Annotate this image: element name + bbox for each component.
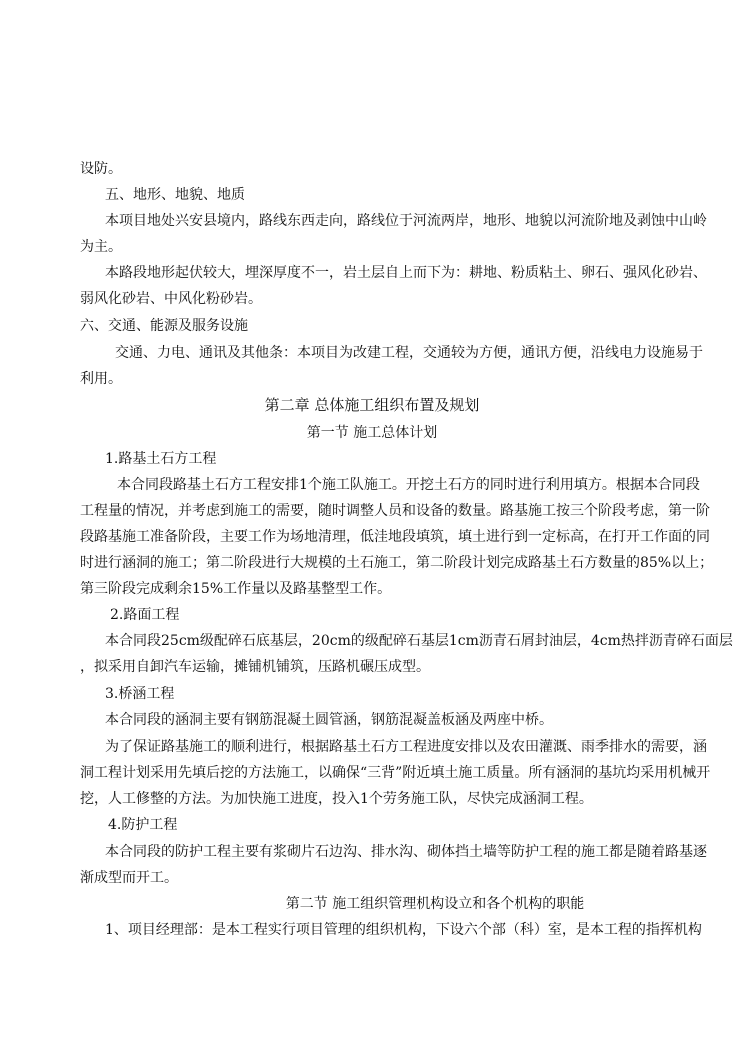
section-title: 第一节 施工总体计划 — [306, 425, 438, 441]
paragraph-line: 交通、力电、通讯及其他条：本项目为改建工程，交通较为方便，通讯方便，沿线电力设施易于 — [115, 345, 703, 361]
paragraph-line: 时进行涵洞的施工；第二阶段进行大规模的土石施工，第二阶段计划完成路基土石方数量的85%以上； — [80, 555, 714, 571]
paragraph-line: 本合同段的涵洞主要有钢筋混凝土圆管涵，钢筋混凝盖板涵及两座中桥。 — [105, 712, 553, 728]
paragraph-line: 段路基施工准备阶段，主要工作为场地清理，低洼地段填筑，填土进行到一定标高，在打开工作面的同 — [80, 529, 710, 545]
paragraph-line: ，拟采用自卸汽车运输，摊铺机铺筑，压路机碾压成型。 — [80, 659, 430, 675]
paragraph-line: 为主。 — [80, 239, 122, 255]
subsection-heading: 1.路基土石方工程 — [105, 451, 217, 467]
section-heading: 六、交通、能源及服务设施 — [80, 318, 248, 334]
paragraph-line: 本合同段的防护工程主要有浆砌片石边沟、排水沟、砌体挡土墙等防护工程的施工都是随着路基逐 — [105, 844, 707, 860]
section-title: 第二节 施工组织管理机构设立和各个机构的职能 — [285, 896, 585, 912]
paragraph-line: 本合同段路基土石方工程安排1个施工队施工。开挖土石方的同时进行利用填方。根据本合同段 — [117, 477, 700, 493]
paragraph-line: 洞工程计划采用先填后挖的方法施工，以确保“三背”附近填土施工质量。所有涵洞的基坑均采用机械开 — [80, 765, 711, 781]
paragraph-line: 弱风化砂岩、中风化粉砂岩。 — [80, 291, 262, 307]
chapter-title: 第二章 总体施工组织布置及规划 — [264, 396, 480, 414]
paragraph-line: 工程量的情况，并考虑到施工的需要，随时调整人员和设备的数量。路基施工按三个阶段考虑，第一阶 — [80, 503, 710, 519]
paragraph-line: 渐成型而开工。 — [80, 870, 178, 886]
subsection-heading: 3.桥涵工程 — [105, 686, 175, 702]
paragraph-line: 设防。 — [80, 161, 122, 177]
paragraph-line: 1、项目经理部：是本工程实行项目管理的组织机构，下设六个部（科）室，是本工程的指挥机构 — [105, 922, 702, 938]
paragraph-line: 本合同段25cm级配碎石底基层，20cm的级配碎石基层1cm沥青石屑封油层，4cm热拌沥青碎石面层 — [105, 633, 733, 649]
subsection-heading: 2.路面工程 — [110, 607, 180, 623]
paragraph-line: 为了保证路基施工的顺利进行，根据路基土石方工程进度安排以及农田灌溉、雨季排水的需要，涵 — [105, 739, 707, 755]
paragraph-line: 本路段地形起伏较大，埋深厚度不一，岩土层自上而下为：耕地、粉质粘土、卵石、强风化砂岩、 — [105, 265, 707, 281]
paragraph-line: 第三阶段完成剩余15%工作量以及路基整型工作。 — [80, 581, 392, 597]
subsection-heading: 4.防护工程 — [108, 817, 178, 833]
paragraph-line: 挖，人工修整的方法。为加快施工进度，投入1个劳务施工队，尽快完成涵洞工程。 — [80, 791, 593, 807]
paragraph-line: 利用。 — [80, 371, 122, 387]
paragraph-line: 本项目地处兴安县境内，路线东西走向，路线位于河流两岸，地形、地貌以河流阶地及剥蚀中山岭 — [105, 213, 707, 229]
section-heading: 五、地形、地貌、地质 — [105, 187, 245, 203]
